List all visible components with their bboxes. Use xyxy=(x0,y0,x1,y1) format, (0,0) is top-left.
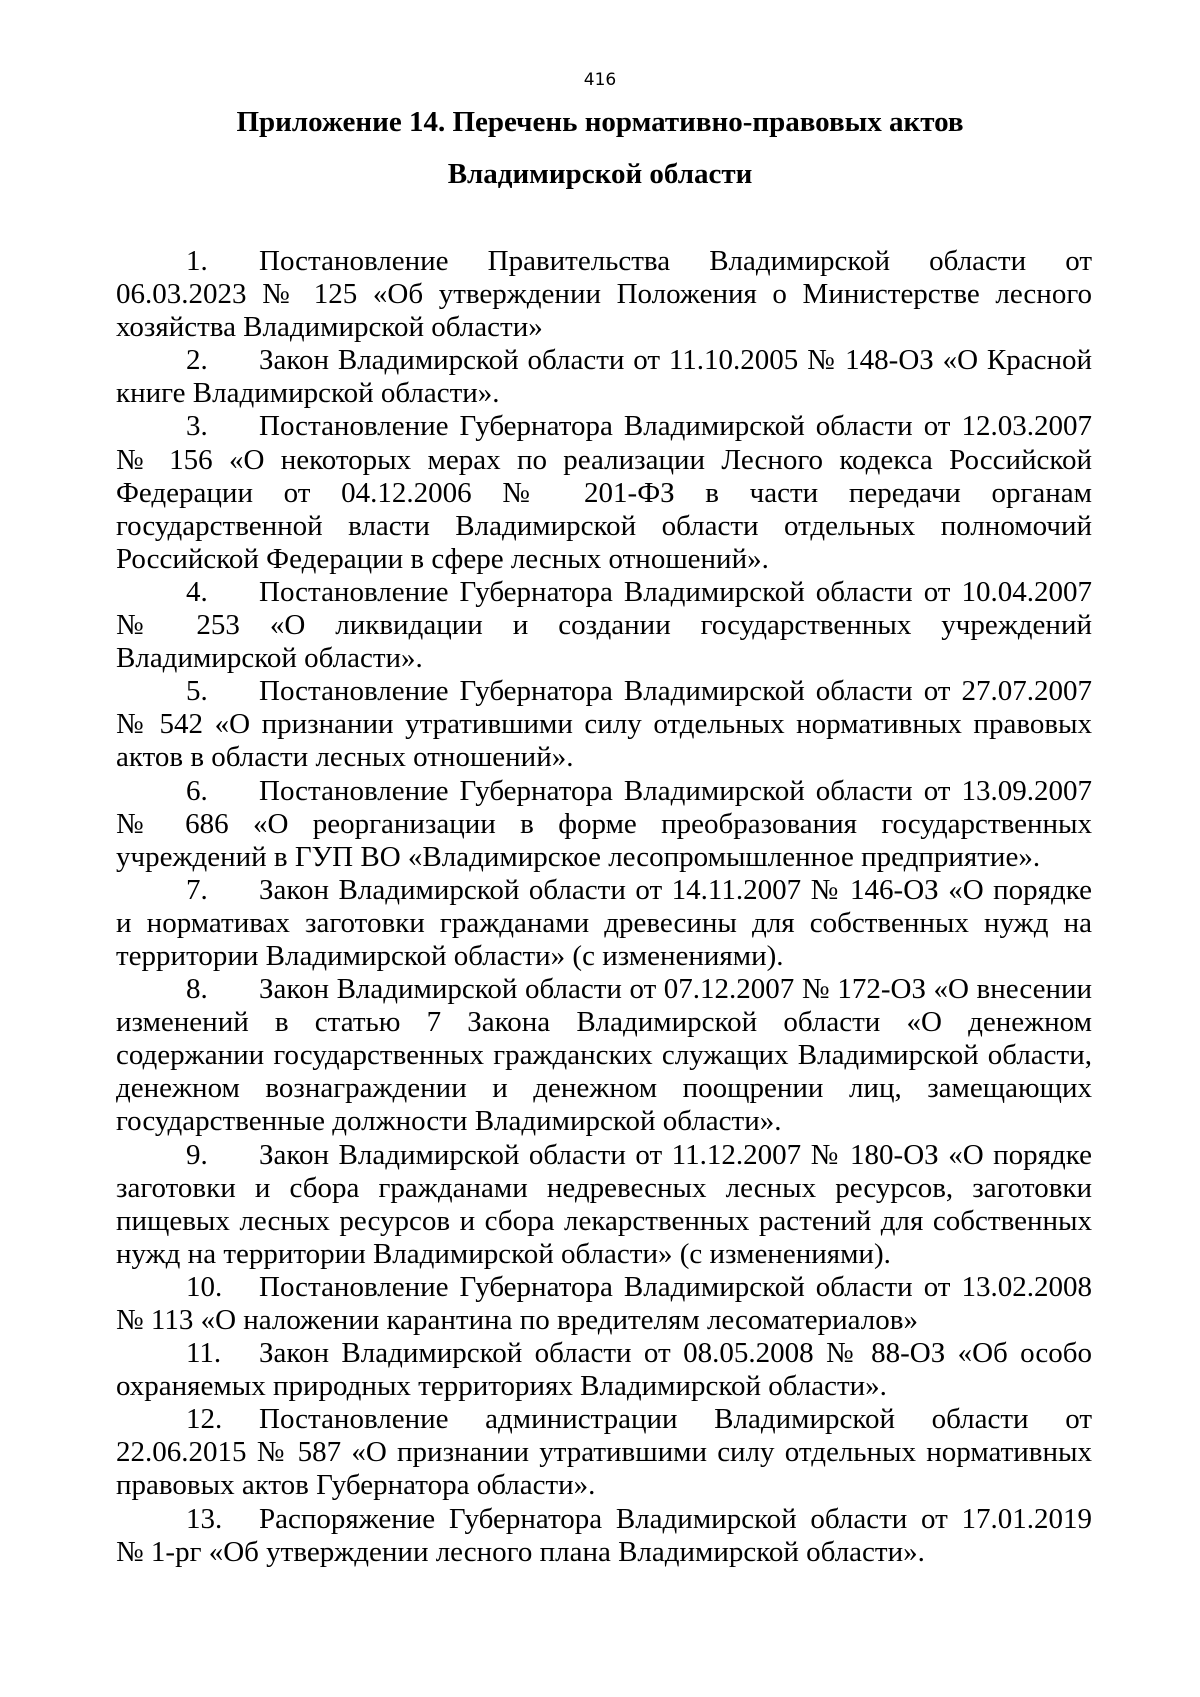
legal-acts-list xyxy=(116,245,1092,1569)
list-item xyxy=(116,973,1092,1138)
page-title xyxy=(0,96,1200,200)
item-text: Постановление Правительства Владимирской области от 06.03.2023 № 125 «Об утверждении Положения о Министерстве лесного хозяйства Владимирской области» xyxy=(116,245,1092,344)
list-item xyxy=(116,675,1092,774)
item-text: Постановление Губернатора Владимирской области от 13.02.2008 № 113 «О наложении карантина по вредителям лесоматериалов» xyxy=(116,1270,1092,1336)
list-item xyxy=(116,1139,1092,1271)
list-item xyxy=(116,576,1092,675)
item-number: 6. xyxy=(186,774,208,807)
list-item xyxy=(116,1403,1092,1502)
item-text: Постановление администрации Владимирской области от 22.06.2015 № 587 «О признании утратившими силу отдельных нормативных правовых актов Губернатора области». xyxy=(116,1403,1092,1502)
item-text: Закон Владимирской области от 08.05.2008 № 88-ОЗ «Об особо охраняемых природных территориях Владимирской области». xyxy=(116,1337,1092,1403)
item-number: 13. xyxy=(186,1502,223,1535)
item-number: 9. xyxy=(186,1138,208,1171)
item-text: Постановление Губернатора Владимирской области от 27.07.2007 № 542 «О признании утратившими силу отдельных нормативных правовых актов в области лесных отношений». xyxy=(116,675,1092,774)
item-number: 1. xyxy=(186,245,208,277)
list-item xyxy=(116,344,1092,410)
page-title-line-1: Приложение 14. Перечень нормативно-правовых актов xyxy=(236,106,964,138)
item-text: Распоряжение Губернатора Владимирской области от 17.01.2019 № 1-рг «Об утверждении лесного плана Владимирской области». xyxy=(116,1502,1092,1568)
item-number: 2. xyxy=(186,344,208,377)
item-number: 8. xyxy=(186,973,208,1006)
list-item xyxy=(116,410,1092,575)
item-text: Закон Владимирской области от 11.12.2007 № 180-ОЗ «О порядке заготовки и сбора гражданами недревесных лесных ресурсов, заготовки пищевых лесных ресурсов и сбора лекарственных растений для собственных нужд на территории Владимирской области» (с изменениями). xyxy=(116,1138,1092,1270)
list-item xyxy=(116,1503,1092,1569)
page-number: 416 xyxy=(583,70,617,90)
item-number: 3. xyxy=(186,410,208,443)
list-item xyxy=(116,775,1092,874)
list-item xyxy=(116,245,1092,344)
list-item xyxy=(116,1271,1092,1337)
item-text: Постановление Губернатора Владимирской области от 10.04.2007 № 253 «О ликвидации и создании государственных учреждений Владимирской области». xyxy=(116,575,1092,675)
list-item xyxy=(116,874,1092,973)
item-number: 11. xyxy=(186,1337,222,1370)
item-text: Закон Владимирской области от 14.11.2007 № 146-ОЗ «О порядке и нормативах заготовки гражданами древесины для собственных нужд на территории Владимирской области» (с изменениями). xyxy=(116,873,1092,972)
list-item xyxy=(116,1337,1092,1403)
item-number: 4. xyxy=(186,575,208,608)
item-text: Закон Владимирской области от 11.10.2005 № 148-ОЗ «О Красной книге Владимирской области». xyxy=(116,344,1092,410)
item-number: 5. xyxy=(186,675,208,708)
item-text: Постановление Губернатора Владимирской области от 12.03.2007 № 156 «О некоторых мерах по реализации Лесного кодекса Российской Федерации от 04.12.2006 № 201-ФЗ в части передачи органам государственной власти Владимирской области отдельных полномочий Российской Федерации в сфере лесных отношений». xyxy=(116,410,1092,575)
item-number: 10. xyxy=(186,1270,223,1303)
page-title-line-2: Владимирской области xyxy=(447,158,753,190)
item-number: 7. xyxy=(186,873,208,906)
item-text: Закон Владимирской области от 07.12.2007 № 172-ОЗ «О внесении изменений в статью 7 Закона Владимирской области «О денежном содержании государственных гражданских служащих Владимирской области, денежном вознаграждении и денежном поощрении лиц, замещающих государственные должности Владимирской области». xyxy=(116,973,1092,1138)
item-number: 12. xyxy=(186,1403,223,1436)
item-text: Постановление Губернатора Владимирской области от 13.09.2007 № 686 «О реорганизации в форме преобразования государственных учреждений в ГУП ВО «Владимирское лесопромышленное предприятие». xyxy=(116,774,1092,873)
